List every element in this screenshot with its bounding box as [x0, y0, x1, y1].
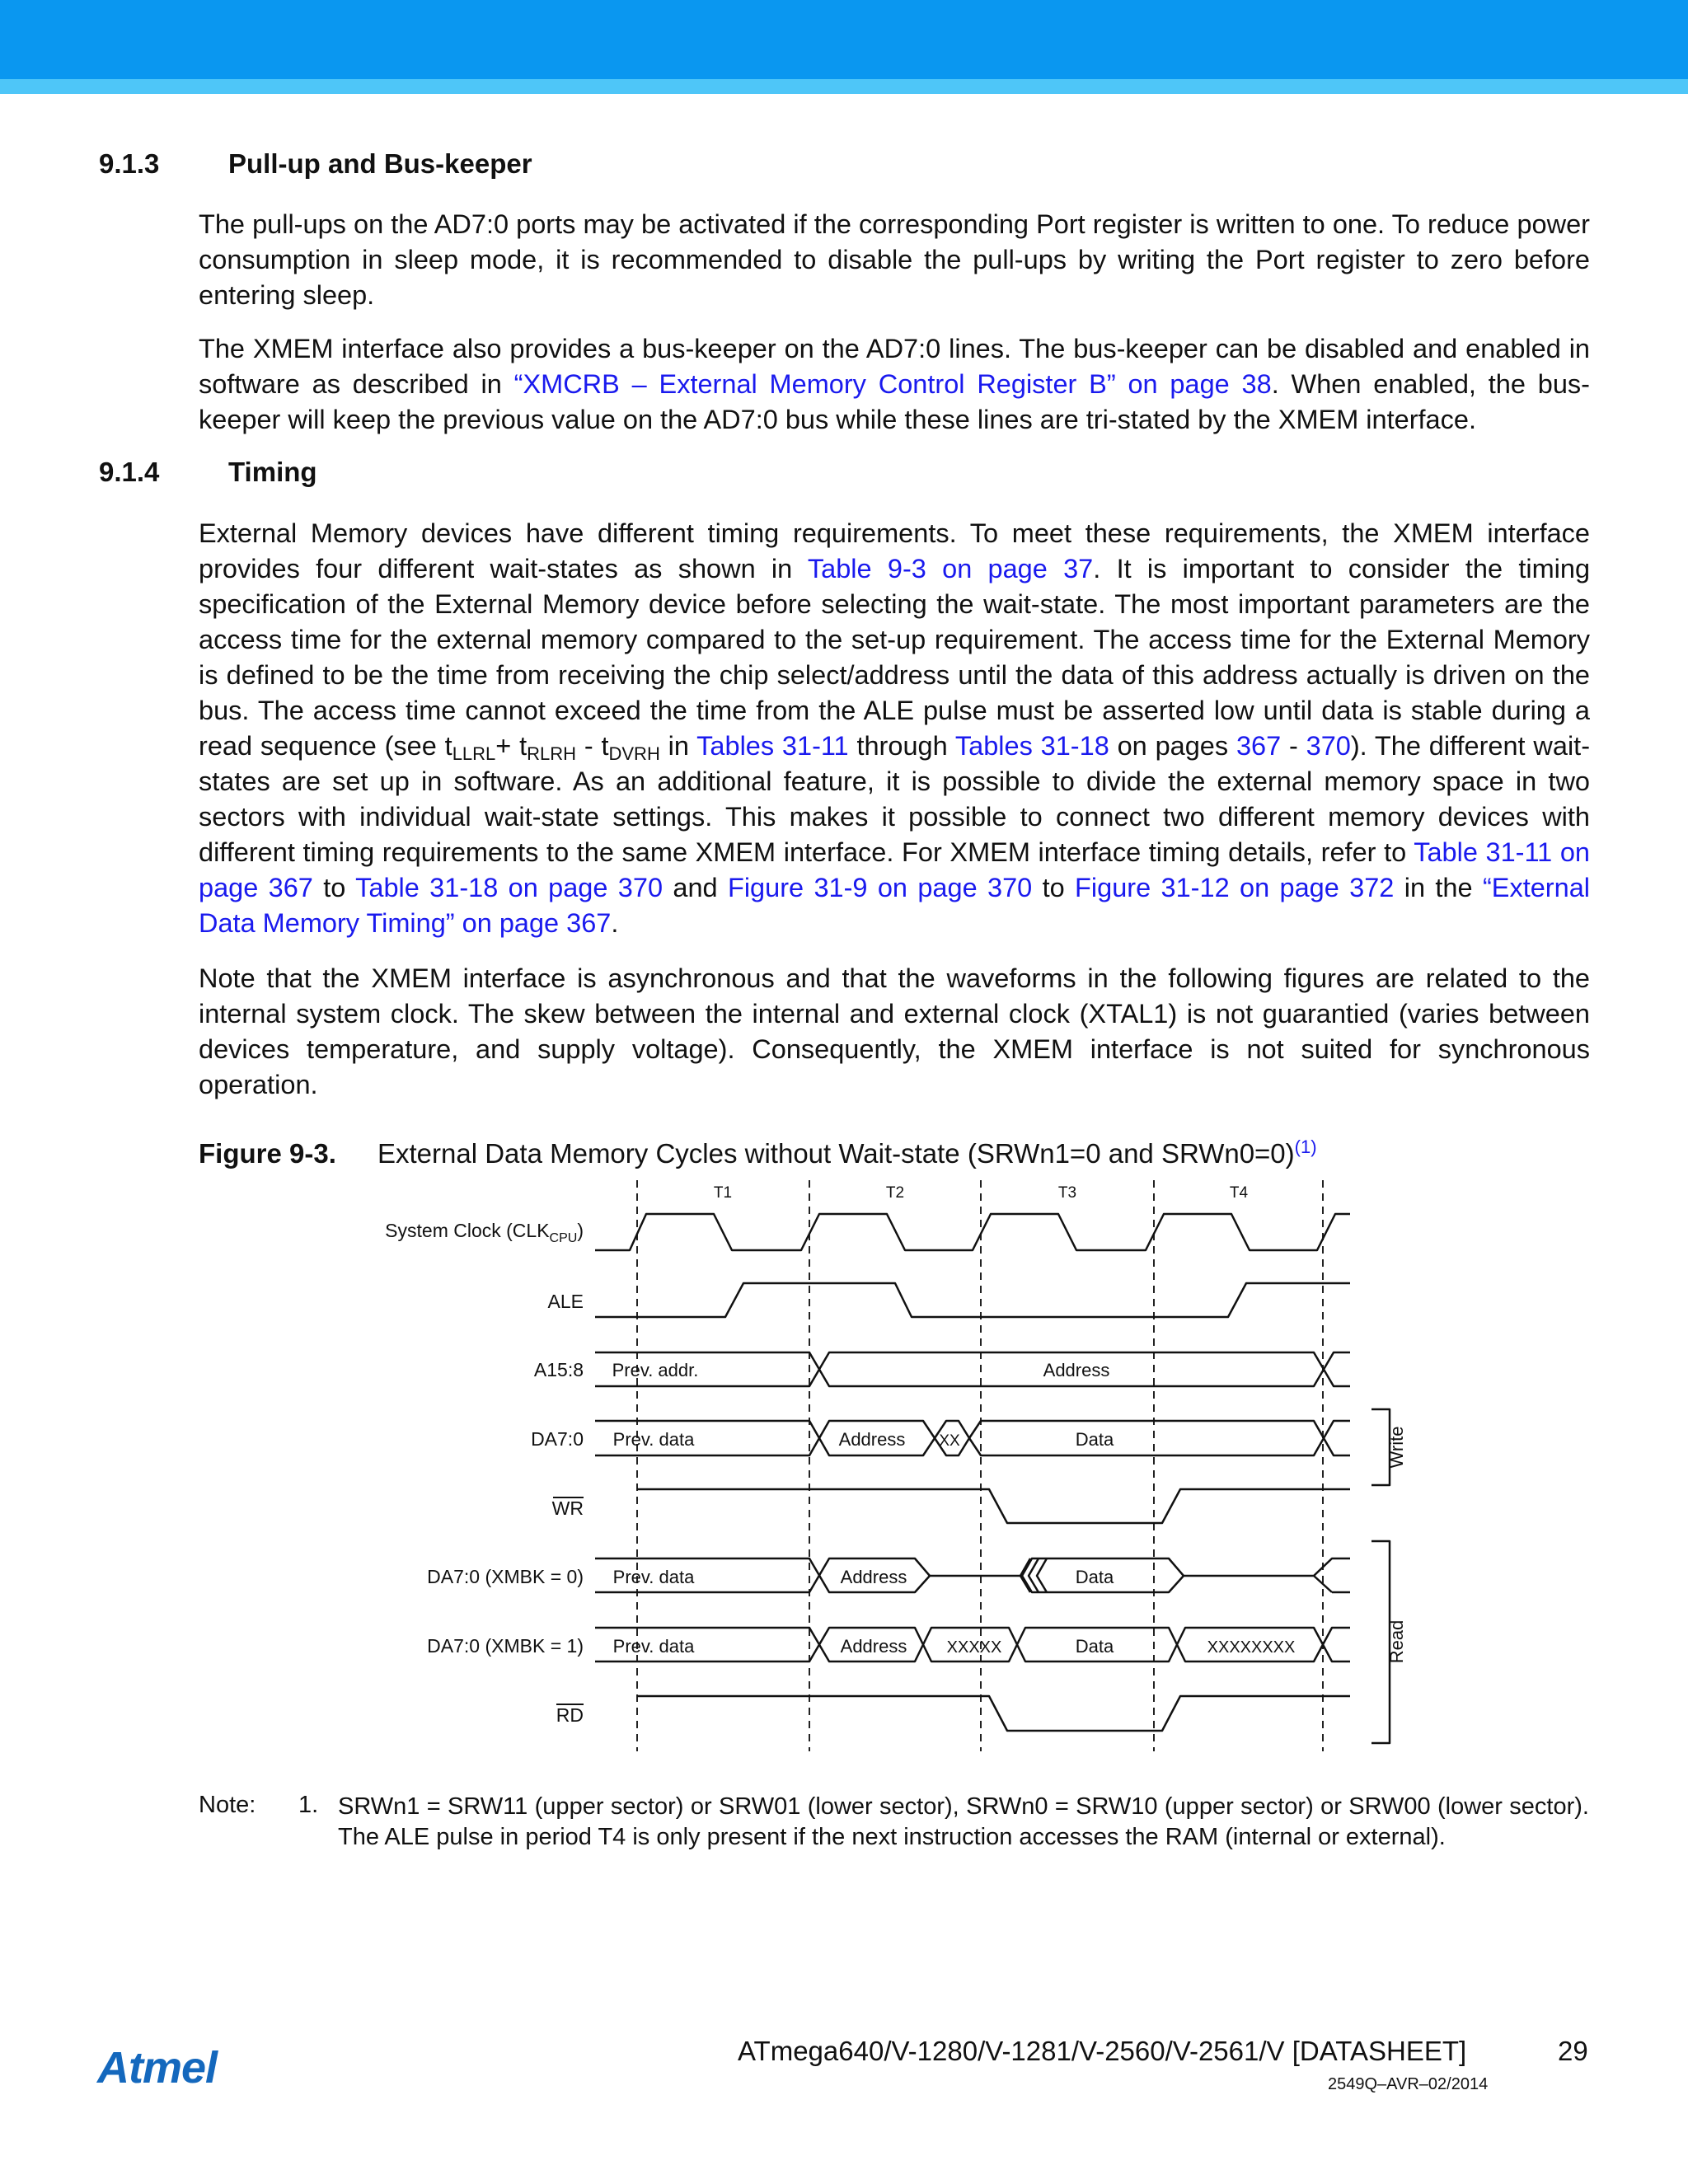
section-number-913: 9.1.3 — [99, 148, 160, 179]
paragraph-timing: External Memory devices have different timing requirements. To meet these requirements, the XMEM interface provides four different wait-states as shown in Table 9-3 on page 37. It is important to consider the timing specification of the External Memory device before selecting the wait-state. The most important parameters are the access time for the external memory compared to the set-up requirement. The access time for the External Memory is defined to be the time from receiving the chip select/address until the data of this address actually is driven on the bus. The access time cannot exceed the time from the ALE pulse must be asserted low until data is stable during a read sequence (see $t_{LLRL}+ t_{RLRH} - t_{DVRH}$ in Tables 31-11 through Tables 31-18 on pages 367 - 370). The different wait-states are set up in software. As an additional feature, it is possible to divide the external memory space in two sectors with individual wait-state settings. This makes it possible to connect two different memory devices with different timing requirements to the same XMEM interface. For XMEM interface timing details, refer to Table 31-11 on page 367 to Table 31-18 on page 370 and Figure 31-9 on page 370 to Figure 31-12 on page 372 in the “External Data Memory Timing” on page 367. — [199, 518, 1591, 938]
signal-label-wr: WR — [551, 1497, 584, 1519]
bus-value-prev-data-xmbk0: Prev. data — [612, 1567, 695, 1587]
section-title-913: Pull-up and Bus-keeper — [228, 148, 532, 179]
link-page-367[interactable]: 367 — [1236, 731, 1282, 761]
wr-waveform — [637, 1489, 1350, 1523]
clock-waveform — [595, 1214, 1350, 1250]
figure-number: Figure 9-3. — [199, 1138, 336, 1169]
page-number: 29 — [1558, 2036, 1588, 2066]
figure-footnote-ref[interactable]: (1) — [1294, 1137, 1317, 1157]
bus-value-xxxxxxxx: XXXXXXXX — [1207, 1638, 1296, 1657]
bus-value-prev-addr: Prev. addr. — [612, 1360, 699, 1380]
link-xmcrb[interactable]: “XMCRB – External Memory Control Register B” on page 38 — [513, 369, 1272, 399]
section-number-914: 9.1.4 — [99, 457, 160, 487]
signal-label-a15: A15:8 — [533, 1359, 584, 1380]
bus-value-data-xmbk1: Data — [1075, 1636, 1114, 1657]
signal-label-clk: System Clock $(CLK_{CPU})$ — [385, 1220, 584, 1245]
link-figure-31-12[interactable]: Figure 31-12 on page 372 — [1075, 873, 1395, 902]
bus-value-address-xmbk0: Address — [840, 1567, 907, 1587]
doc-code: 2549Q–AVR–02/2014 — [1328, 2075, 1489, 2093]
bus-value-xxxxx: XXXXX — [946, 1638, 1002, 1657]
signal-label-da-xmbk1: DA7:0 (XMBK = 1) — [427, 1635, 584, 1657]
period-label-t2: T2 — [885, 1184, 905, 1202]
figure-title: External Data Memory Cycles without Wait-state (SRWn1=0 and SRWn0=0)$^{(1)}$ — [377, 1137, 1317, 1169]
paragraph-pullups: The pull-ups on the AD7:0 ports may be activated if the corresponding Port register is written to one. To reduce power consumption in sleep mode, it is recommended to disable the pull-ups by writing the Port register to zero before entering sleep. — [199, 209, 1590, 310]
bus-value-data-xmbk0: Data — [1075, 1567, 1114, 1587]
link-table-31-18-page-370[interactable]: Table 31-18 on page 370 — [355, 873, 663, 902]
note-label: Note: — [199, 1792, 256, 1818]
rd-waveform — [637, 1696, 1350, 1731]
signal-label-ale: ALE — [547, 1291, 584, 1312]
note-number: 1. — [298, 1792, 319, 1818]
bus-value-prev-data-xmbk1: Prev. data — [612, 1636, 695, 1657]
note-text: SRWn1 = SRW11 (upper sector) or SRW01 (lower sector), SRWn0 = SRW10 (upper sector) or SRW00 (lower sector). The ALE pulse in period T4 is only present if the next instruction accesses the RAM (internal or external). — [338, 1793, 1589, 1850]
section-title-914: Timing — [228, 457, 317, 487]
da-xmbk0-bus — [595, 1558, 1350, 1592]
header-stripe — [0, 79, 1688, 94]
header-bar — [0, 0, 1688, 79]
period-label-t3: T3 — [1057, 1184, 1077, 1202]
signal-labels — [385, 1220, 584, 1726]
bus-value-address-a15: Address — [1043, 1360, 1110, 1380]
link-table-9-3[interactable]: Table 9-3 on page 37 — [807, 554, 1094, 583]
period-dividers — [637, 1180, 1323, 1751]
da-write-bus — [595, 1421, 1350, 1455]
link-page-370[interactable]: 370 — [1306, 731, 1351, 761]
bus-value-xx: XX — [939, 1432, 960, 1450]
atmel-logo: Atmel — [97, 2043, 218, 2093]
signal-label-da-write: DA7:0 — [531, 1428, 584, 1450]
a15-bus — [595, 1352, 1350, 1386]
bus-value-data-write: Data — [1075, 1429, 1114, 1450]
group-label-write: Write — [1386, 1426, 1407, 1469]
paragraph-async-note: Note that the XMEM interface is asynchronous and that the waveforms in the following figures are related to the internal system clock. The skew between the internal and external clock (XTAL1) is not guarantied (varies between devices temperature, and supply voltage). Consequently, the XMEM interface is not suited for synchronous operation. — [199, 963, 1590, 1099]
period-label-t1: T1 — [713, 1184, 733, 1202]
bus-value-address-xmbk1: Address — [840, 1636, 907, 1657]
period-label-t4: T4 — [1229, 1184, 1249, 1202]
link-external-data-memory-timing[interactable]: “External Data Memory Timing” on page 367 — [199, 873, 1590, 938]
bus-value-address-write: Address — [838, 1429, 906, 1450]
group-label-read: Read — [1386, 1619, 1407, 1664]
signal-label-da-xmbk0: DA7:0 (XMBK = 0) — [427, 1566, 584, 1587]
ale-waveform — [595, 1283, 1350, 1317]
signal-label-rd: RD — [556, 1704, 584, 1726]
bus-value-prev-data-write: Prev. data — [612, 1429, 695, 1450]
link-figure-31-9[interactable]: Figure 31-9 on page 370 — [727, 873, 1033, 902]
timing-diagram — [0, 1170, 1688, 1764]
footer-title: ATmega640/V-1280/V-1281/V-2560/V-2561/V [DATASHEET] — [738, 2036, 1467, 2066]
figure-caption — [199, 1137, 1317, 1169]
link-table-31-11-page-367[interactable]: Table 31-11 on page 367 — [199, 837, 1590, 902]
link-tables-31-11[interactable]: Tables 31-11 — [696, 731, 849, 761]
link-tables-31-18[interactable]: Tables 31-18 — [954, 731, 1109, 761]
paragraph-buskeeper: The XMEM interface also provides a bus-keeper on the AD7:0 lines. The bus-keeper can be disabled and enabled in software as described in “XMCRB – External Memory Control Register B” on page 38. When enabled, the bus-keeper will keep the previous value on the AD7:0 bus while these lines are tri-stated by the XMEM interface. — [199, 334, 1590, 434]
